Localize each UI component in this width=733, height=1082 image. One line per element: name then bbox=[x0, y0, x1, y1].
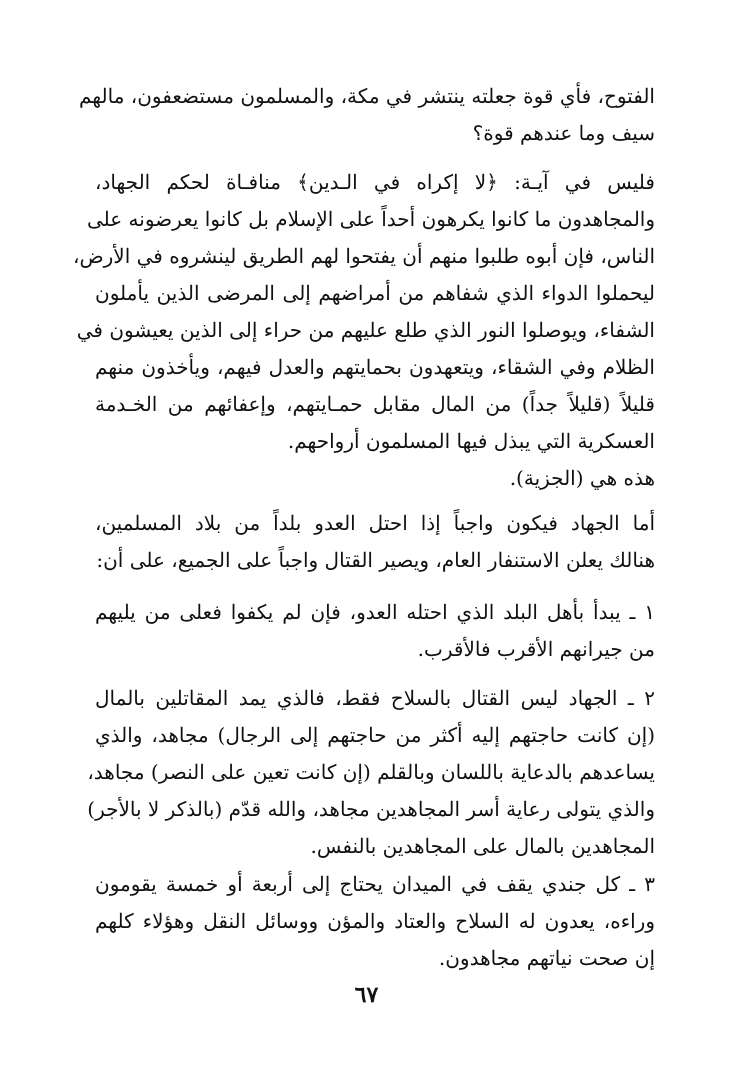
text-line: وراءه، يعدون له السلاح والعتاد والمؤن ووسائل النقل وهؤلاء كلهم bbox=[95, 909, 655, 933]
text-line: سيف وما عندهم قوة؟ bbox=[472, 121, 655, 145]
text-line: (إن كانت حاجتهم إليه أكثر من حاجتهم إلى الرجال) مجاهد، والذي bbox=[95, 723, 655, 747]
paragraph-jizya bbox=[95, 460, 655, 497]
paragraph-point-2 bbox=[87, 680, 655, 865]
text-line: أما الجهاد فيكون واجباً إذا احتل العدو بلداً من بلاد المسلمين، bbox=[95, 511, 655, 535]
text-line: هذه هي (الجزية). bbox=[509, 466, 655, 490]
text-line: ٢ ـ الجهاد ليس القتال بالسلاح فقط، فالذي يمد المقاتلين بالمال bbox=[95, 686, 655, 710]
text-line: إن صحت نياتهم مجاهدون. bbox=[438, 946, 655, 970]
text-line: الفتوح، فأي قوة جعلته ينتشر في مكة، والمسلمون مستضعفون، مالهم bbox=[79, 84, 655, 108]
text-line: يساعدهم بالدعاية باللسان وبالقلم (إن كانت تعين على النصر) مجاهد، bbox=[87, 760, 655, 784]
text-line: المجاهدين بالمال على المجاهدين بالنفس. bbox=[310, 834, 655, 858]
text-line: والذي يتولى رعاية أسر المجاهدين مجاهد، والله قدّم (بالذكر لا بالأجر) bbox=[87, 797, 655, 821]
text-line: ليحملوا الدواء الذي شفاهم من أمراضهم إلى المرضى الذين يأملون bbox=[95, 281, 655, 305]
page-number: ٦٧ bbox=[354, 982, 379, 1008]
paragraph-point-3 bbox=[95, 866, 655, 977]
text-line: الشفاء، ويوصلوا النور الذي طلع عليهم من حراء إلى الذين يعيشون في bbox=[76, 318, 655, 342]
text-line: ٣ ـ كل جندي يقف في الميدان يحتاج إلى أربعة أو خمسة يقومون bbox=[95, 872, 655, 896]
paragraph-point-1 bbox=[95, 594, 655, 668]
text-line: قليلاً (قليلاً جداً) من المال مقابل حمـايتهم، وإعفائهم من الخـدمة bbox=[95, 392, 655, 416]
text-line: من جيرانهم الأقرب فالأقرب. bbox=[417, 637, 655, 661]
text-line: العسكرية التي يبذل فيها المسلمون أرواحهم. bbox=[287, 429, 655, 453]
paragraph-conquests bbox=[79, 78, 655, 152]
text-line: الظلام وفي الشقاء، ويتعهدون بحمايتهم والعدل فيهم، ويأخذون منهم bbox=[95, 355, 655, 379]
paragraph-no-compulsion bbox=[73, 164, 655, 460]
paragraph-jihad-obligation bbox=[95, 505, 655, 579]
text-line: هنالك يعلن الاستنفار العام، ويصير القتال واجباً على الجميع، على أن: bbox=[96, 548, 655, 572]
text-line: والمجاهدون ما كانوا يكرهون أحداً على الإسلام بل كانوا يعرضونه على bbox=[86, 207, 655, 231]
text-line: ١ ـ يبدأ بأهل البلد الذي احتله العدو، فإن لم يكفوا فعلى من يليهم bbox=[95, 600, 655, 624]
text-line: الناس، فإن أبوه طلبوا منهم أن يفتحوا لهم الطريق لينشروه في الأرض، bbox=[73, 244, 655, 268]
text-line: فليس في آيـة: ﴿لا إكراه في الـدين﴾ منافـاة لحكم الجهاد، bbox=[95, 170, 655, 194]
